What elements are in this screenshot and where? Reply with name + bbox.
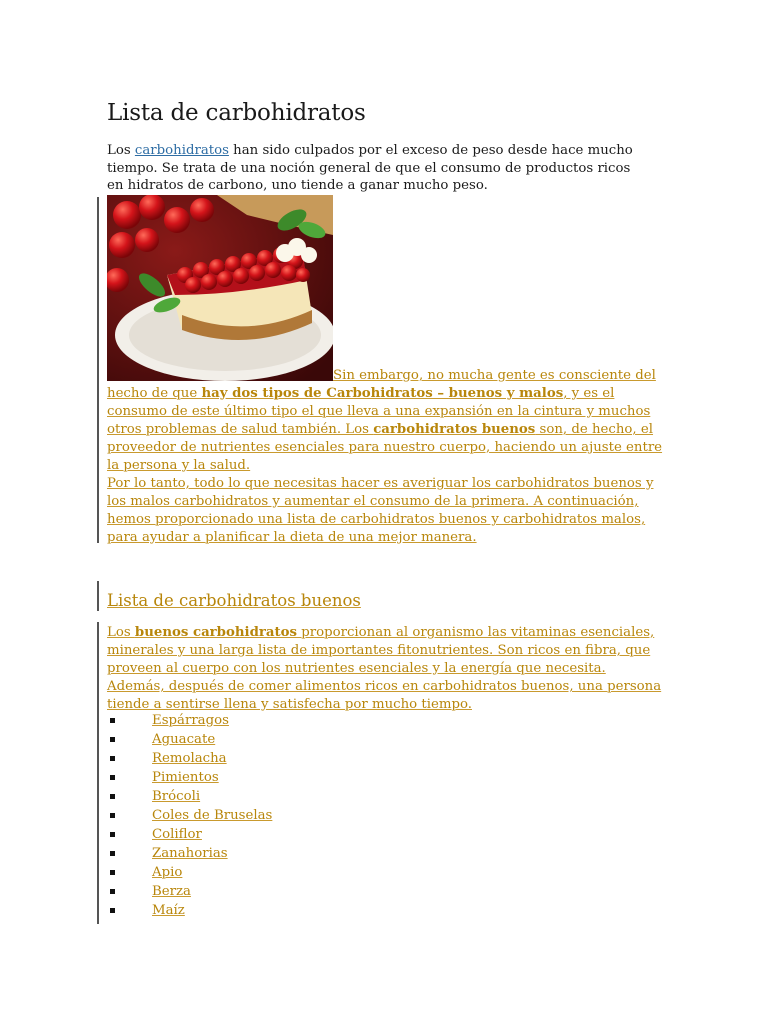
list-item [107, 787, 272, 806]
para1-text-2: , y es el consumo de este último tipo el que lleva a una expansión en la cintura y muchos otros problemas de salud también. Los [107, 386, 651, 437]
list-item [107, 806, 272, 825]
intro-paragraph [107, 142, 647, 195]
para1-text-4: Por lo tanto, todo lo que necesitas hacer es averiguar los carbohidratos buenos y los malos carbohidratos y aumentar el consumo de la primera. A continuación, hemos proporcionado una lista de carbohidratos buenos y carbohidratos malos, para ayudar a planificar la dieta de una mejor manera. [107, 476, 654, 545]
list-item [107, 711, 272, 730]
list-item [107, 844, 272, 863]
list-item [107, 863, 272, 882]
page-title: Lista de carbohidratos [107, 100, 366, 126]
list-item [107, 901, 272, 920]
good-carbs-list [107, 711, 272, 920]
food-name: Espárragos [152, 713, 229, 728]
para1-text-3: son, de hecho, el proveedor de nutrientes esenciales para nuestro cuerpo, haciendo un ajuste entre la persona y la salud. [107, 422, 663, 473]
change-bar-3 [97, 622, 99, 924]
food-name: Zanahorias [152, 846, 228, 861]
food-name: Coles de Bruselas [152, 808, 273, 823]
list-item [107, 730, 272, 749]
section-heading-buenos: Lista de carbohidratos buenos [107, 591, 361, 610]
list-item [107, 768, 272, 787]
para1-text-1: Sin embargo, no mucha gente es consciente del hecho de que [107, 368, 656, 401]
food-name: Brócoli [152, 789, 201, 804]
food-name: Maíz [152, 903, 185, 918]
para2-text-2: proporcionan al organismo las vitaminas esenciales, minerales y una larga lista de importantes fitonutrientes. Son ricos en fibra, que proveen al cuerpo con los nutrientes esenciales y la energía que necesita. Además, después de comer alimentos ricos en carbohidratos buenos, una persona tiende a sentirse llena y satisfecha por mucho tiempo. [107, 625, 662, 712]
food-name: Aguacate [152, 732, 216, 747]
food-name: Remolacha [152, 751, 227, 766]
para2-bold-1: buenos carbohidratos [134, 625, 297, 640]
carbohidratos-link[interactable]: carbohidratos [134, 143, 229, 158]
change-bar-1 [97, 197, 99, 543]
list-item [107, 882, 272, 901]
intro-text-end: han sido culpados por el exceso de peso desde hace mucho tiempo. Se trata de una noción general de que el consumo de productos ricos en hidratos de carbono, uno tiende a ganar mucho peso. [107, 143, 633, 193]
food-name: Pimientos [152, 770, 219, 785]
food-name: Apio [152, 865, 183, 880]
change-bar-2 [97, 581, 99, 611]
food-name: Berza [152, 884, 191, 899]
good-carbs-paragraph [107, 624, 667, 714]
intro-text-start: Los [107, 143, 135, 158]
list-item [107, 749, 272, 768]
para2-text-1: Los [107, 625, 135, 640]
food-name: Coliflor [152, 827, 202, 842]
types-paragraph [107, 367, 667, 547]
cherry-cheesecake-image [107, 195, 333, 381]
para1-bold-2: carbohidratos buenos [373, 422, 536, 437]
para1-bold-1: hay dos tipos de Carbohidratos – buenos y malos [201, 386, 564, 401]
list-item [107, 825, 272, 844]
